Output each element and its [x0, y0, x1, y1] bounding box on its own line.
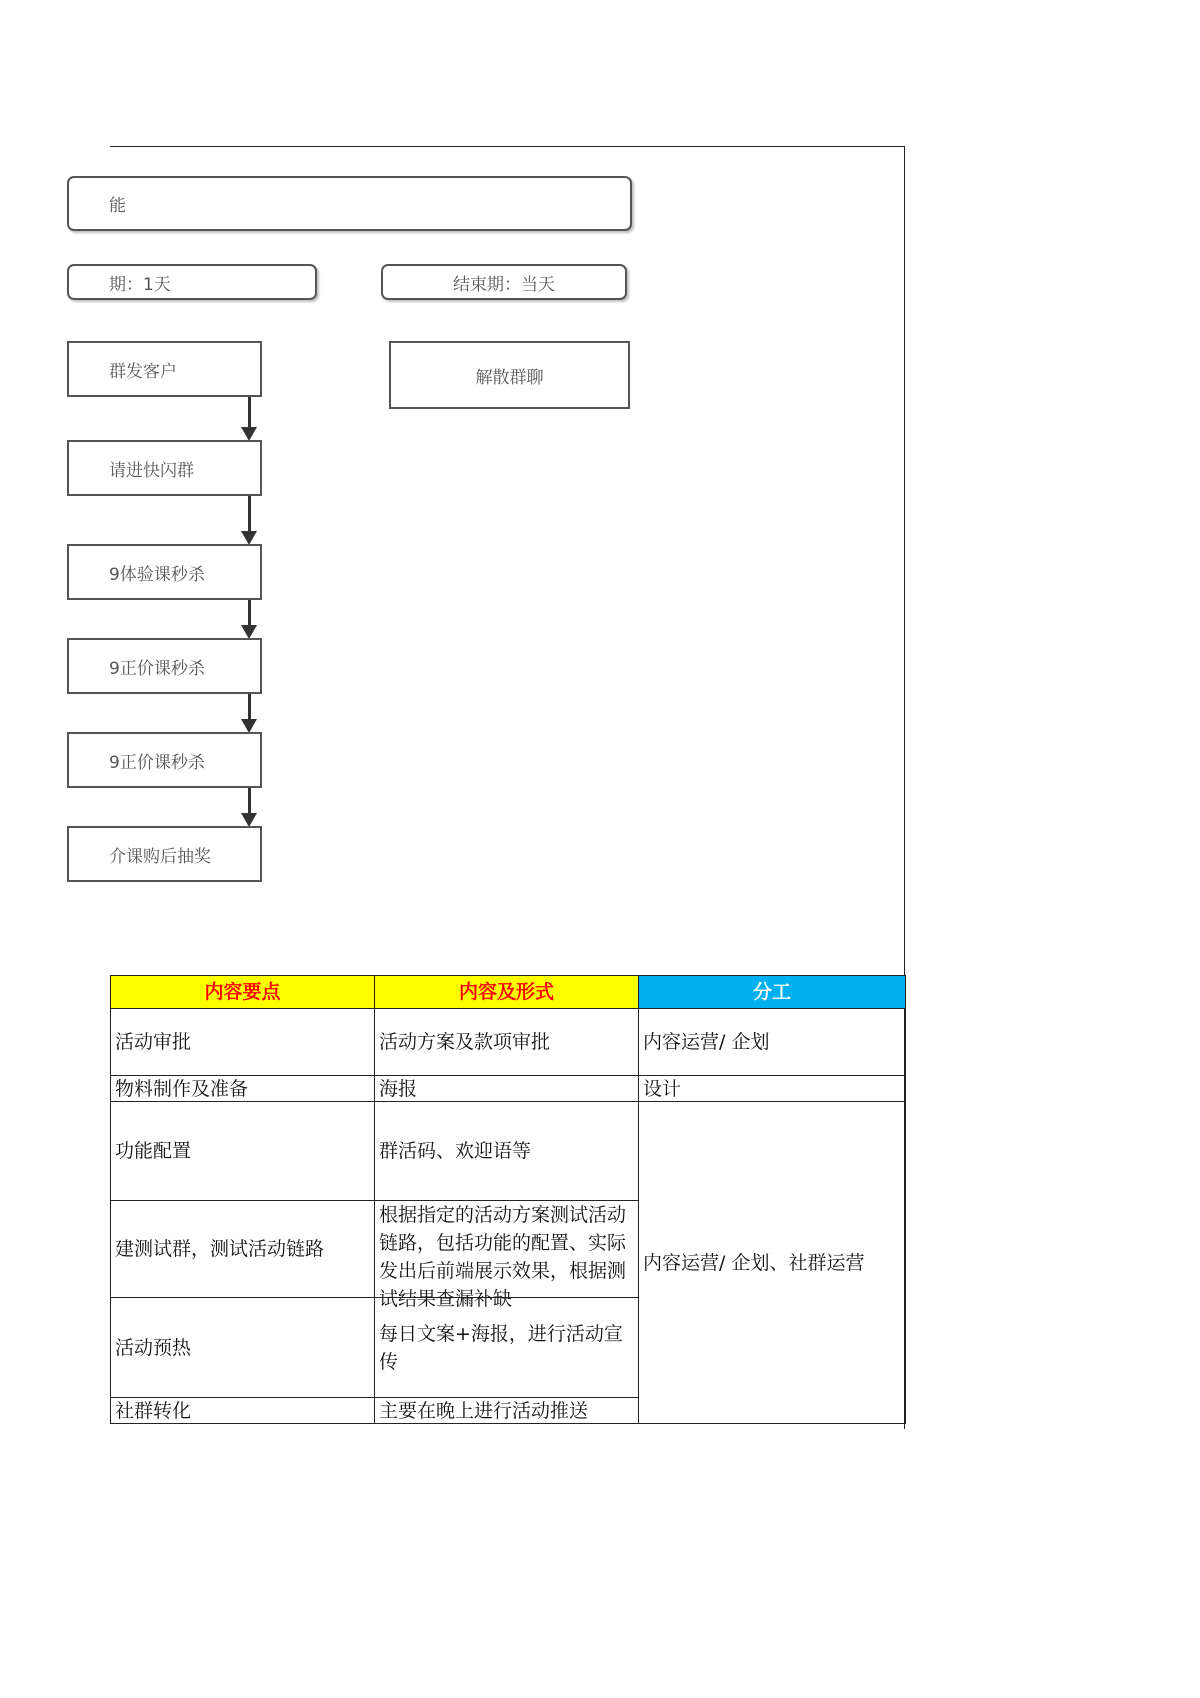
cell-form: 群活码、欢迎语等 [375, 1102, 639, 1201]
flow-step [67, 544, 262, 600]
phase-left-text: 期：1天 [109, 274, 171, 295]
cell-owner: 设计 [639, 1076, 906, 1102]
flow-step-text: 介课购后抽奖 [109, 846, 211, 867]
cell-point: 活动预热 [111, 1298, 375, 1398]
flow-arrow-down [241, 397, 257, 441]
phase-right-box [381, 264, 627, 300]
flow-arrow-down [241, 788, 257, 827]
flow-arrow-down [241, 600, 257, 639]
flow-step [67, 826, 262, 882]
phase-left-box [67, 264, 317, 300]
flow-step-text: 9正价课秒杀 [109, 658, 205, 679]
end-step-text: 解散群聊 [475, 367, 544, 388]
cell-owner-merged: 内容运营/ 企划、社群运营 [639, 1102, 906, 1424]
cell-form-text: 根据指定的活动方案测试活动链路，包括功能的配置、实际发出后前端展示效果，根据测试结果查漏补缺 [379, 1204, 627, 1310]
header-content-point: 内容要点 [111, 976, 375, 1009]
cell-point: 物料制作及准备 [111, 1076, 375, 1102]
task-table [110, 975, 906, 1424]
flow-step-text: 群发客户 [109, 361, 177, 382]
flow-arrow-down [241, 496, 257, 545]
diagram-title-text: 能 [109, 196, 126, 216]
end-step-box [389, 341, 630, 409]
table-row [111, 1102, 906, 1201]
cell-form: 主要在晚上进行活动推送 [375, 1398, 639, 1424]
diagram-title-box [67, 176, 632, 231]
flow-step [67, 440, 262, 496]
flow-step-text: 9体验课秒杀 [109, 564, 205, 585]
cell-owner: 内容运营/ 企划 [639, 1009, 906, 1076]
flow-step [67, 341, 262, 397]
cell-point: 活动审批 [111, 1009, 375, 1076]
flow-arrow-down [241, 694, 257, 733]
flow-step [67, 732, 262, 788]
flow-step-text: 9正价课秒杀 [109, 752, 205, 773]
table-row [111, 1009, 906, 1076]
flow-diagram [107, 146, 904, 976]
flow-step [67, 638, 262, 694]
cell-form: 海报 [375, 1076, 639, 1102]
header-content-form: 内容及形式 [375, 976, 639, 1009]
cell-form: 每日文案+海报，进行活动宣传 [375, 1298, 639, 1398]
table-row [111, 1076, 906, 1102]
header-owner: 分工 [639, 976, 906, 1009]
table-header-row [111, 976, 906, 1009]
cell-point: 建测试群，测试活动链路 [111, 1201, 375, 1298]
cell-point: 社群转化 [111, 1398, 375, 1424]
cell-form: 活动方案及款项审批 [375, 1009, 639, 1076]
phase-right-text: 结束期：当天 [453, 274, 555, 295]
flow-step-text: 请进快闪群 [109, 460, 194, 481]
cell-form [375, 1201, 639, 1310]
cell-point: 功能配置 [111, 1102, 375, 1201]
